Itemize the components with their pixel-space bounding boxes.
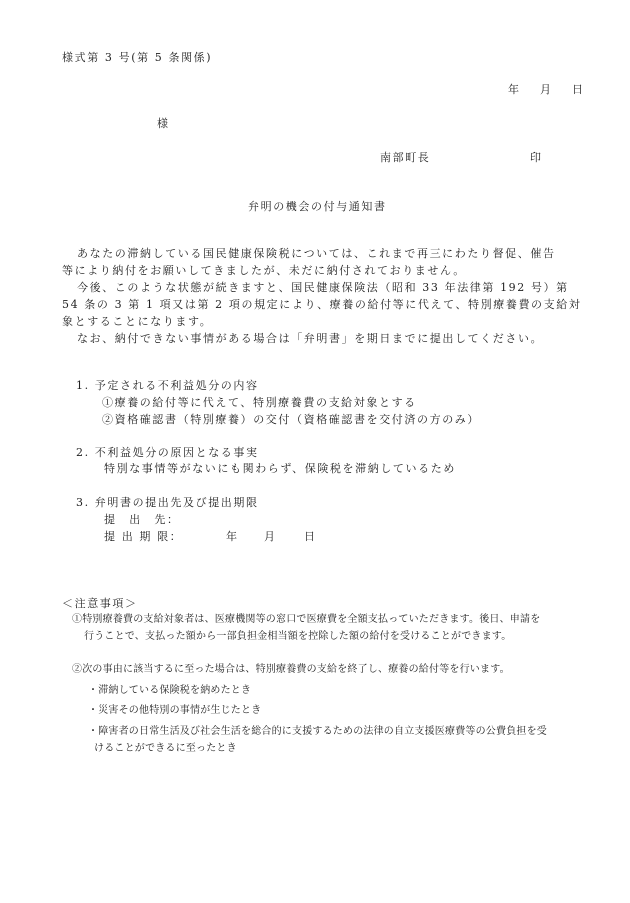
submission-deadline-label: 提 出 期 限： xyxy=(104,530,183,543)
deadline-day-label: 日 xyxy=(304,530,315,543)
section-heading: 3. 弁明書の提出先及び提出期限 xyxy=(76,496,259,509)
note-bullet: ・障害者の日常生活及び社会生活を総合的に支援するための法律の自立支援医療費等の公費負担を受 xyxy=(88,726,547,737)
section-item: 特別な事情等がないにも関わらず、保険税を滞納しているため xyxy=(104,462,456,475)
body-line: 今後、このような状態が続きますと、国民健康保険法（昭和 33 年法律第 192 号）第 xyxy=(77,281,569,294)
page-title: 弁明の機会の付与通知書 xyxy=(248,200,387,213)
date-day-label: 日 xyxy=(572,83,583,96)
body-line: あなたの滞納している国民健康保険税については、これまで再三にわたり督促、催告 xyxy=(77,247,556,260)
deadline-month-label: 月 xyxy=(264,530,275,543)
submission-destination-label: 提 出 先： xyxy=(104,513,180,526)
section-item: ②資格確認書（特別療養）の交付（資格確認書を交付済の方のみ） xyxy=(102,413,480,426)
section-item: ①療養の給付等に代えて、特別療養費の支給対象とする xyxy=(102,396,417,409)
date-month-label: 月 xyxy=(540,83,551,96)
body-line: なお、納付できない事情がある場合は「弁明書」を期日までに提出してください。 xyxy=(77,332,544,345)
body-line: 象とすることになります。 xyxy=(62,315,213,328)
date-year-label: 年 xyxy=(508,83,519,96)
body-line: 等により納付をお願いしてきましたが、未だに納付されておりません。 xyxy=(62,264,466,277)
note-bullet: ・滞納している保険税を納めたとき xyxy=(88,685,252,696)
issuer-name: 南部町長 xyxy=(380,151,431,164)
seal-mark: 印 xyxy=(530,151,541,164)
note-item-1-line: ①特別療養費の支給対象者は、医療機関等の窓口で医療費を全額支払っていただきます。後日、申請を xyxy=(72,614,541,625)
note-bullet-continuation: けることができるに至ったとき xyxy=(94,743,237,754)
recipient-suffix: 様 xyxy=(157,117,168,130)
form-number: 様式第 3 号(第 5 条関係) xyxy=(62,51,213,64)
notes-heading: ＜注意事項＞ xyxy=(62,597,138,610)
note-item-2-heading: ②次の事由に該当するに至った場合は、特別療養費の支給を終了し、療養の給付等を行います。 xyxy=(72,664,510,675)
deadline-year-label: 年 xyxy=(226,530,237,543)
section-heading: 1. 予定される不利益処分の内容 xyxy=(76,379,259,392)
note-bullet: ・災害その他特別の事情が生じたとき xyxy=(88,705,262,716)
body-line: 54 条の 3 第 1 項又は第 2 項の規定により、療養の給付等に代えて、特別療養費の支給対 xyxy=(62,298,582,311)
section-heading: 2. 不利益処分の原因となる事実 xyxy=(76,446,259,459)
note-item-1-line: 行うことで、支払った額から一部負担金相当額を控除した額の給付を受けることができます。 xyxy=(84,631,512,642)
